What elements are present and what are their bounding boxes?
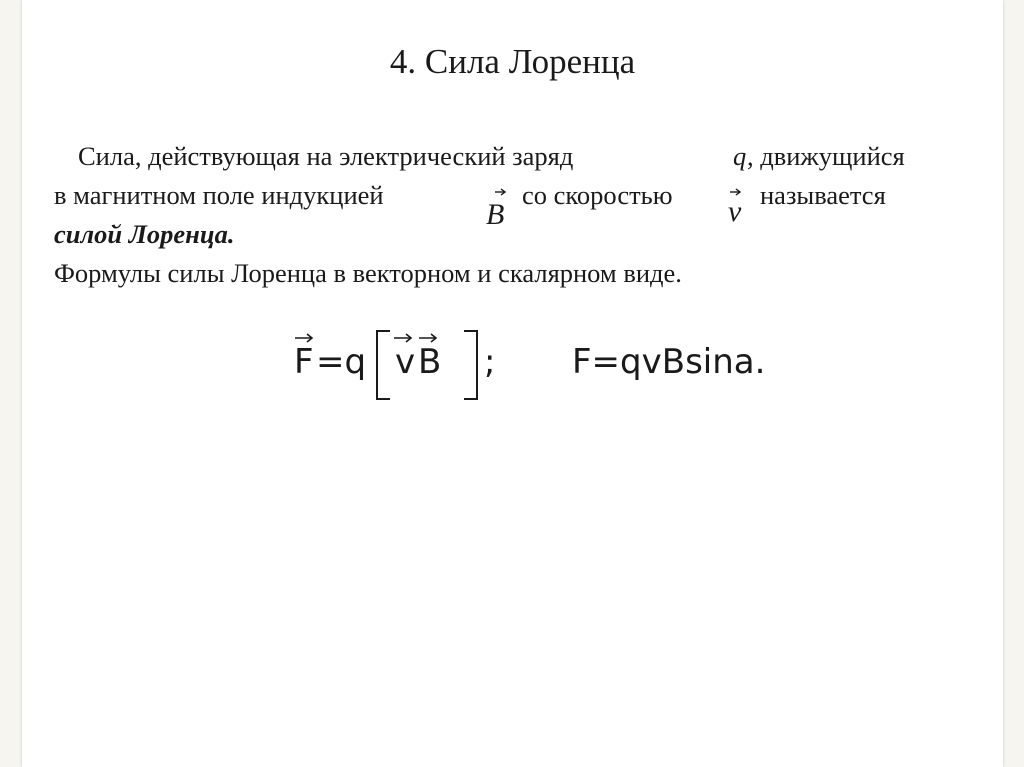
- left-bracket: [376, 330, 390, 400]
- term-lorentz-force: силой Лоренца.: [54, 219, 235, 249]
- formula-v: v: [395, 342, 416, 382]
- velocity-symbol: v: [728, 195, 742, 228]
- slide-title: 4. Сила Лоренца: [389, 42, 636, 81]
- text-line-1b: , движущийся: [747, 141, 905, 171]
- field-symbol: B: [486, 198, 505, 231]
- text-line-4: Формулы силы Лоренца в векторном и скалярном виде.: [54, 258, 682, 288]
- text-line-2c: называется: [760, 180, 886, 210]
- formula-force: F: [294, 342, 314, 382]
- formula-semicolon: ;: [484, 342, 496, 382]
- text-line-1a: Сила, действующая на электрический заряд: [78, 141, 574, 171]
- formula-eq-q: =q: [316, 342, 367, 382]
- slide: [22, 0, 1003, 767]
- field-vector-arrow-icon: [495, 188, 507, 196]
- text-line-2b: со скоростью: [522, 180, 673, 210]
- charge-symbol: q: [733, 141, 747, 171]
- formula-b: B: [418, 342, 442, 382]
- formula-scalar: F=qvBsina.: [572, 342, 766, 382]
- right-bracket: [464, 330, 478, 400]
- text-line-2a: в магнитном поле индукцией: [54, 180, 384, 210]
